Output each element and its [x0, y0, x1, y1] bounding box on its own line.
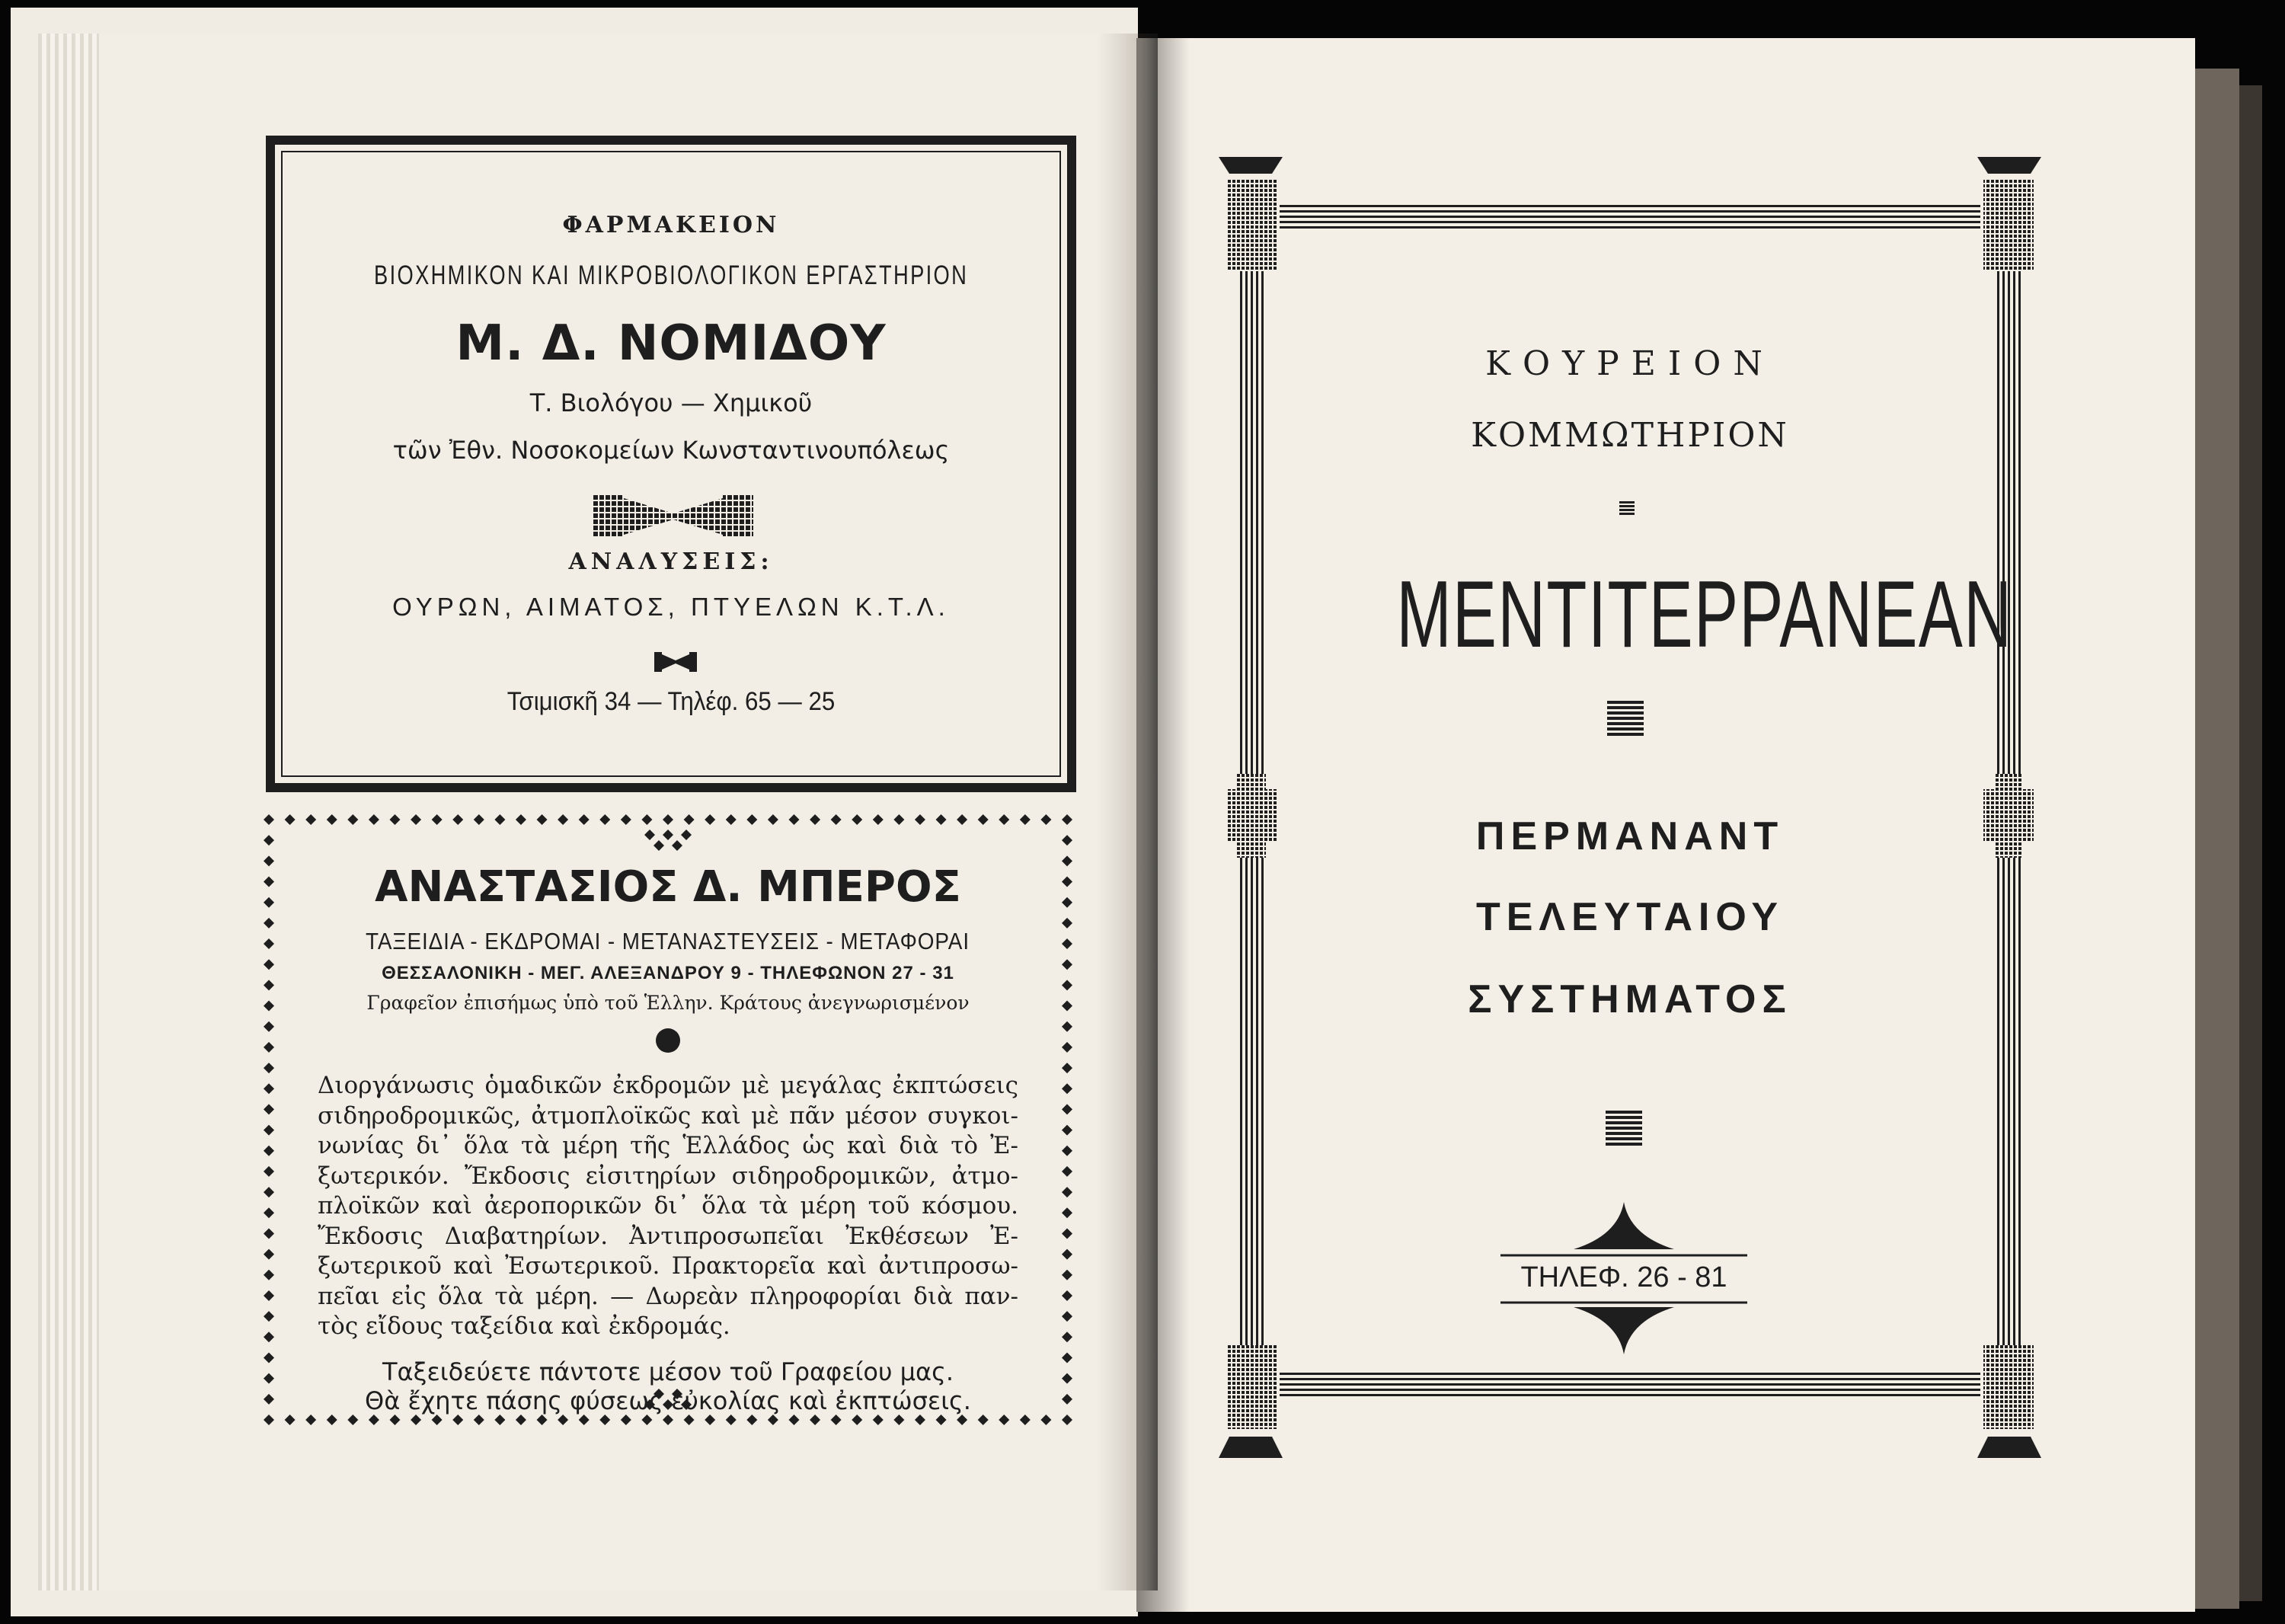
border-diamond	[1062, 1083, 1072, 1094]
border-diamond	[264, 1187, 274, 1197]
pharmacy-subtitle-text: ΒΙΟΧΗΜΙΚΟΝ ΚΑΙ ΜΙΚΡΟΒΙΟΛΟΓΙΚΟΝ ΕΡΓΑΣΤΗΡΙΟΝ	[373, 261, 969, 290]
border-diamond	[516, 814, 526, 825]
border-diamond	[1062, 1021, 1072, 1032]
travel-slogan-2-text: Θὰ ἔχητε πάσης φύσεως εὐκολίας καὶ ἐκπτώσεις.	[365, 1386, 971, 1415]
border-diamond	[1040, 1415, 1051, 1425]
border-diamond	[873, 1415, 884, 1425]
border-diamond	[999, 1415, 1009, 1425]
border-diamond	[641, 1415, 652, 1425]
barber-service-1	[1264, 814, 1996, 859]
border-diamond	[264, 835, 274, 846]
border-diamond	[852, 1415, 862, 1425]
border-diamond	[1062, 1042, 1072, 1053]
border-diamond	[1062, 1249, 1072, 1260]
barber-service-2	[1264, 894, 1996, 940]
border-diamond	[1020, 814, 1031, 825]
border-diamond	[915, 1415, 925, 1425]
border-diamond	[1062, 1166, 1072, 1177]
border-diamond	[264, 814, 274, 825]
travel-description-line: ξωτερικόν. Ἔκδοσις εἰσιτηρίων σιδηροδρομικῶν, ἀτμο-	[318, 1162, 1018, 1190]
border-diamond	[644, 830, 655, 840]
barber-line-2	[1264, 416, 1996, 455]
analyses-heading-text: ΑΝΑΛΥΣΕΙΣ:	[568, 548, 774, 575]
travel-description-line: νωνίας δι᾽ ὅλα τὰ μέρη τῆς Ἑλλάδος ὡς καὶ διὰ τὸ Ἐ-	[318, 1132, 1018, 1159]
travel-description-line: πεῖαι εἰς ὅλα τὰ μέρη. — Δωρεὰν πληροφορίαι διὰ παν-	[318, 1282, 1018, 1310]
border-diamond	[264, 1146, 274, 1156]
border-diamond	[705, 814, 715, 825]
border-diamond	[1062, 1331, 1072, 1342]
border-diamond	[264, 1063, 274, 1073]
analyses-heading	[275, 548, 1067, 575]
border-diamond	[537, 1415, 548, 1425]
travel-agency-advertisement	[261, 812, 1075, 1427]
border-diamond	[474, 1415, 484, 1425]
book-gutter	[1097, 34, 1158, 1590]
border-diamond	[654, 840, 664, 851]
travel-recognition	[261, 992, 1075, 1014]
border-diamond	[726, 814, 737, 825]
border-diamond	[1062, 1104, 1072, 1114]
border-diamond	[537, 814, 548, 825]
border-diamond	[641, 814, 652, 825]
border-diamond	[579, 1415, 590, 1425]
border-diamond	[264, 1228, 274, 1239]
border-diamond	[1062, 1415, 1072, 1425]
border-diamond	[1062, 1311, 1072, 1322]
border-diamond	[746, 814, 757, 825]
border-diamond	[1062, 1290, 1072, 1301]
border-diamond	[452, 1415, 463, 1425]
border-diamond	[663, 830, 673, 840]
border-diamond	[285, 814, 296, 825]
border-diamond	[768, 814, 778, 825]
border-diamond	[305, 814, 316, 825]
border-diamond	[264, 1415, 274, 1425]
border-diamond	[599, 814, 610, 825]
barber-service-3	[1264, 977, 1996, 1022]
border-diamond	[788, 814, 799, 825]
border-diamond	[831, 1415, 842, 1425]
border-diamond	[852, 814, 862, 825]
barber-phone-text: ΤΗΛΕΦ. 26 - 81	[1520, 1261, 1727, 1293]
pharmacy-name-text: Μ. Δ. ΝΟΜΙΔΟΥ	[455, 315, 887, 372]
border-diamond	[494, 1415, 505, 1425]
travel-slogan-2	[261, 1386, 1075, 1415]
border-diamond	[999, 814, 1009, 825]
border-diamond	[936, 814, 947, 825]
border-diamond	[389, 814, 400, 825]
border-diamond	[893, 1415, 904, 1425]
border-diamond	[1062, 1146, 1072, 1156]
travel-description-lines	[318, 1071, 1018, 1312]
border-diamond	[347, 814, 358, 825]
border-diamond	[957, 1415, 967, 1425]
border-diamond	[672, 840, 682, 851]
border-diamond	[1062, 918, 1072, 929]
border-diamond	[264, 1311, 274, 1322]
border-diamond	[452, 814, 463, 825]
pharmacy-title-text: ΦΑΡΜΑΚΕΙΟΝ	[562, 212, 780, 238]
border-diamond	[474, 814, 484, 825]
border-diamond	[831, 814, 842, 825]
border-diamond	[978, 814, 989, 825]
travel-address-text: ΘΕΣΣΑΛΟΝΙΚΗ - ΜΕΓ. ΑΛΕΞΑΝΔΡΟΥ 9 - ΤΗΛΕΦΩΝΟΝ 27 - 31	[382, 963, 954, 983]
border-diamond	[978, 1415, 989, 1425]
border-diamond	[1062, 835, 1072, 846]
border-diamond	[579, 814, 590, 825]
border-diamond	[264, 1083, 274, 1094]
border-diamond	[1062, 814, 1072, 825]
border-diamond	[893, 814, 904, 825]
border-diamond	[1020, 1415, 1031, 1425]
barber-name-text: ΜΕΝΤΙΤΕΡΡΑΝΕΑΝ	[1396, 562, 2013, 667]
travel-agent-name	[261, 862, 1075, 912]
border-diamond	[264, 1125, 274, 1136]
small-square-ornament	[1619, 500, 1635, 515]
barber-service-3-text: ΣΥΣΤΗΜΑΤΟΣ	[1468, 977, 1792, 1021]
pharmacy-name	[275, 315, 1067, 372]
border-diamond	[369, 814, 379, 825]
border-diamond	[810, 814, 820, 825]
travel-slogan-1-text: Ταξειδεύετε πάντοτε μέσον τοῦ Γραφείου μας.	[382, 1357, 954, 1386]
barber-line-1-text: ΚΟΥΡΕΙΟΝ	[1485, 344, 1775, 383]
border-diamond	[264, 918, 274, 929]
travel-description-line: σιδηροδρομικῶς, ἀτμοπλοϊκῶς καὶ μὲ πᾶν μέσον συγκοι-	[318, 1101, 1018, 1130]
book-spine-edge	[2239, 85, 2262, 1601]
pharmacy-advertisement	[266, 136, 1076, 792]
travel-description-line: Διοργάνωσις ὁμαδικῶν ἐκδρομῶν μὲ μεγάλας ἐκπτώσεις	[318, 1072, 1018, 1099]
border-diamond	[264, 1331, 274, 1342]
border-diamond	[1062, 1063, 1072, 1073]
travel-description	[318, 1071, 1018, 1342]
border-diamond	[726, 1415, 737, 1425]
barber-line-1	[1264, 344, 1996, 383]
border-diamond	[746, 1415, 757, 1425]
border-diamond	[663, 1415, 673, 1425]
border-diamond	[1040, 814, 1051, 825]
border-diamond	[705, 1415, 715, 1425]
pharmacy-address-text: Τσιμισκῆ 34 — Τηλέφ. 65 — 25	[507, 687, 836, 716]
border-diamond	[684, 814, 695, 825]
border-diamond	[327, 814, 337, 825]
analyses-list-text: ΟΥΡΩΝ, ΑΙΜΑΤΟΣ, ΠΤΥΕΛΩΝ Κ.Τ.Λ.	[392, 593, 950, 621]
border-diamond	[432, 814, 443, 825]
border-diamond	[663, 814, 673, 825]
travel-slogan-1	[261, 1357, 1075, 1386]
border-diamond	[305, 1415, 316, 1425]
border-diamond	[264, 1104, 274, 1114]
barber-service-2-text: ΤΕΛΕΥΤΑΙΟΥ	[1475, 895, 1785, 939]
border-diamond	[264, 1249, 274, 1260]
book-spine	[2195, 69, 2239, 1609]
border-diamond	[411, 1415, 421, 1425]
page-edges	[38, 34, 99, 1590]
travel-services-text: ΤΑΞΕΙΔΙΑ - ΕΚΔΡΟΜΑΙ - ΜΕΤΑΝΑΣΤΕΥΣΕΙΣ - ΜΕΤΑΦΟΡΑΙ	[366, 928, 970, 954]
border-diamond	[264, 1270, 274, 1280]
border-diamond	[681, 830, 692, 840]
pharmacy-line-1	[275, 388, 1067, 417]
pharmacy-title	[275, 212, 1067, 238]
border-diamond	[264, 1166, 274, 1177]
bowtie-ornament	[593, 495, 753, 538]
border-diamond	[264, 1042, 274, 1053]
border-diamond	[599, 1415, 610, 1425]
border-diamond	[915, 814, 925, 825]
travel-address	[261, 963, 1075, 984]
border-diamond	[264, 1290, 274, 1301]
travel-agent-name-text: ΑΝΑΣΤΑΣΙΟΣ Δ. ΜΠΕΡΟΣ	[375, 862, 961, 912]
border-diamond	[1062, 1270, 1072, 1280]
border-diamond	[264, 1021, 274, 1032]
bullet-ornament	[656, 1028, 680, 1053]
barber-phone	[1494, 1261, 1753, 1294]
border-diamond	[1062, 1125, 1072, 1136]
small-bowtie-ornament	[654, 652, 697, 672]
barber-line-2-text: ΚΟΜΜΩΤΗΡΙΟΝ	[1471, 416, 1789, 455]
border-diamond	[347, 1415, 358, 1425]
border-diamond	[411, 814, 421, 825]
border-diamond	[558, 1415, 568, 1425]
border-diamond	[558, 814, 568, 825]
border-diamond	[264, 1207, 274, 1218]
travel-services	[261, 928, 1075, 955]
barber-name	[1264, 561, 2013, 669]
travel-description-line: Ἔκδοσις Διαβατηρίων. Ἀντιπροσωπεῖαι Ἐκθέσεων Ἐ-	[318, 1222, 1018, 1250]
border-diamond	[389, 1415, 400, 1425]
border-diamond	[494, 814, 505, 825]
travel-recognition-text: Γραφεῖον ἐπισήμως ὑπὸ τοῦ Ἑλλην. Κράτους ἀνεγνωρισμένον	[366, 992, 970, 1014]
border-diamond	[369, 1415, 379, 1425]
border-diamond	[768, 1415, 778, 1425]
travel-description-line: πλοϊκῶν καὶ ἀεροπορικῶν δι᾽ ὅλα τὰ μέρη τοῦ κόσμου.	[318, 1192, 1018, 1220]
border-diamond	[327, 1415, 337, 1425]
border-diamond	[1062, 1228, 1072, 1239]
border-diamond	[810, 1415, 820, 1425]
travel-description-last-line: τὸς εἴδους ταξείδια καὶ ἐκδρομάς.	[318, 1312, 730, 1340]
border-diamond	[1062, 1207, 1072, 1218]
border-diamond	[516, 1415, 526, 1425]
border-diamond	[1062, 1187, 1072, 1197]
pharmacy-line-2	[275, 436, 1067, 465]
border-diamond	[621, 1415, 631, 1425]
border-diamond	[684, 1415, 695, 1425]
border-diamond	[788, 1415, 799, 1425]
border-diamond	[957, 814, 967, 825]
barber-service-1-text: ΠΕΡΜΑΝΑΝΤ	[1475, 814, 1785, 858]
pharmacy-address	[275, 687, 1067, 717]
border-diamond	[285, 1415, 296, 1425]
square-ornament-2	[1606, 1109, 1642, 1146]
travel-description-line: ξωτερικοῦ καὶ Ἐσωτερικοῦ. Πρακτορεῖα καὶ ἀντιπροσω-	[318, 1252, 1018, 1280]
pharmacy-line-2-text: τῶν Ἐθν. Νοσοκομείων Κωνσταντινουπόλεως	[392, 436, 950, 465]
square-ornament-1	[1607, 699, 1644, 736]
pharmacy-subtitle	[275, 261, 1067, 291]
analyses-list	[275, 593, 1067, 622]
pharmacy-line-1-text: Τ. Βιολόγου — Χημικοῦ	[529, 388, 813, 417]
border-diamond	[873, 814, 884, 825]
border-diamond	[936, 1415, 947, 1425]
border-diamond	[621, 814, 631, 825]
border-diamond	[432, 1415, 443, 1425]
